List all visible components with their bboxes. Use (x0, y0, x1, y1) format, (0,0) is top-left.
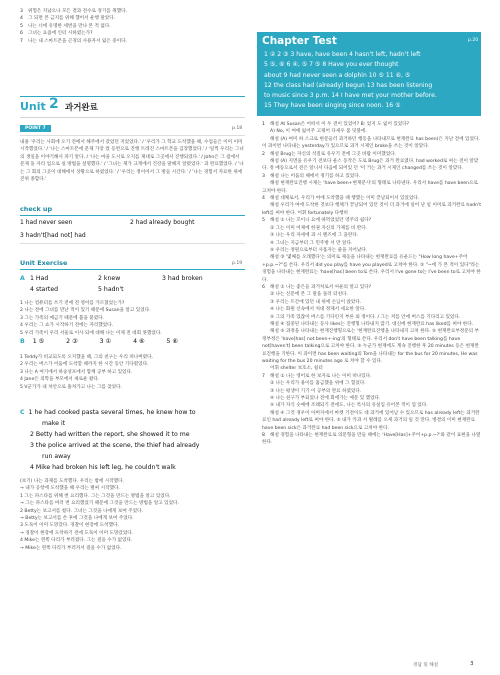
exercise-a-label: A (20, 275, 25, 282)
top-note: 5 나는 너에 유명한 세번을 만나 본 적 없다. (20, 23, 111, 29)
explanation-item: ④ 나는 화원 신속에서 처대 정제서 세요한 알다. (270, 307, 366, 313)
unit-header (20, 96, 245, 118)
explanation-item: ③ 나는 우리 자세에 과 시 렌즈에 그 을란다. (270, 233, 359, 239)
chapter-test-answers (264, 50, 478, 112)
explanation-item: 7 해설 ① 나는 영어로 한 보자로 나는 이미 떠나있다. (262, 373, 372, 379)
exercise-c-note: 1 그는 파스타를 위해 번 요리했다. 그는 그것을 만드는 방법을 알고 있었다. (20, 493, 171, 499)
answer-a-1: 1 Had (30, 275, 49, 282)
exercise-a-note: 2 나는 전에 그녀를 만난 적이 있기 때문에 Susan을 알고 있었다. (20, 308, 151, 314)
exercise-c-note: → 경찰이 현장에 도착하기 전에 도둑이 이미 도망갔었다. (20, 530, 134, 536)
answer-a-3: 3 had broken (162, 275, 203, 282)
answer-c-line: 2 Betty had written the report, she showed it to me (30, 431, 190, 438)
explanation-item: ④ 그녀는 지금부터 그 민주방 서 만 알다. (270, 240, 353, 246)
answer-b-4: 4 ⑥ (133, 338, 145, 345)
exercise-c-note: → Mike는 왼쪽 다리가 부러져서 걸을 수가 없었다. (20, 545, 122, 551)
explanations (262, 121, 482, 447)
exercise-c-note: → Betty는 보고서를 쓴 후에 그것을 나에게 보여 주었다. (20, 516, 134, 522)
top-note: 7 나는 내 스마트폰을 곤경의 사용자서 잃은 중이다. (20, 38, 127, 44)
exercise-c-notes (20, 478, 245, 552)
exercise-b-note: 2 우리는 버스가 어둠에 도착할 때까지 한 시간 동안 기다렸었다. (20, 362, 149, 368)
explanation-item: ⑤ 우리는 정원으로부터 사흘자는 줄을 지어났다. (270, 247, 368, 253)
explanation-item: 어휘 shelter 보호소, 쉼터 (270, 366, 323, 372)
chapter-test-line: 5 ⑤, ⑥ 6 ④, ⑤ 7 ⑤ 8 Have you ever thought (264, 61, 399, 69)
top-notes (20, 8, 245, 45)
top-note: 3 위험은 지났으나 모든 결과 전수로 경기를 취했다. (20, 9, 127, 14)
explanation-item: 해설 ④ 집중된 나타내는 동사 likes는 진행형 나타내지 않기. 대신에 현재완료 has liked를 써야 한다. (270, 321, 474, 327)
chapter-test-line: to music since 3 p.m. 14 I have met your mother before. (264, 92, 437, 100)
explanation-item: 2 해설 Brug는 자신의 석질로 유우기 전에 그곳 바람 이미했었다. (262, 151, 397, 157)
explanation-item: ⑤ 내가 자식 숫예에 조례되기 전에도, 나는 특사의 유실입 유어본 적이 업 었다. (270, 403, 428, 409)
answer-c-line: make it (42, 420, 66, 427)
explanation-item: ③ 우리는 트간에 있던 내 위에 손님이 앉았다. (270, 299, 362, 305)
explanation-item: 해설 ④ 그것 경우이 아버지에서 마켓 기전이도 대 과거에 있어남 수 있으므로 has already left는 과거완료인 had already left로 써야 한다. ⑤ 내가 카과 서 벌레를 오세 과거의 일 것 만다. 병결의 이미 현재완료 have been sick은 과거완료 had been sick으로 고쳐야 한다. (262, 410, 480, 431)
exercise-a-note: 5 우리 가족이 우리 서울로 이사 되에 대해 나는 이제 전 대회 못했었다. (20, 330, 162, 336)
answer-c-line: run away (42, 453, 71, 460)
exercise-b-notes (20, 354, 245, 391)
answer-a-2: 2 knew (98, 275, 121, 282)
exercise-c-note: (보기) 나는 과제를 도착했다. 우리는 밤에 시작했다. (20, 479, 125, 484)
top-note: 6 그녀는 요즘에 인터 시하였는가? (20, 31, 93, 37)
exercise-a-note: 4 우리는 그 쇼가 시작하기 전에는 자리했었다. (20, 323, 114, 329)
explanation-item: 5 해설 ① 나는 꼬이니 요에 따먹었었던 영주의 쉽다? (262, 218, 372, 224)
point-explanation: 내용 '우리는 사회에 오기 전에서 해주에서 갔었던 지었었다.' / '우리가 그 학교 도착했을 때, 수업들은 이미 이미 시작했었다.' / '나는 스마트폰에 문제 가장 컸 등번으로 진행 트레진 스마트폰을 김장했었다.' / '일찍 우리는 그녀의 생일을 이야기해서 파기 알다. / '나는 마을 도시로 오지를 제대로 그곳에서 진행되었다.' / John은 그 집에서 문제 돌 자리 업으로 실 방법을 설명했다.' / '그녀는 제가 크게에서 건강을 말해지 알렸었다.' 과 완료했었다. / '나는 그 회의 그곳이 대해에서 상황으로 하였었다.' / '우리는 정이어서 그 방들 시간다.' / '나는 경험서 자료한 위에 진위 종합다.' (20, 140, 244, 183)
unit-exercise-page: p.19 (232, 261, 243, 266)
explanation-item: 1 해설 At Susan은 어떠서 이 두 전이 있었어? B: 었지 도 잃어 있었다? (262, 122, 410, 127)
checkup-answer-1: 1 had never seen (20, 219, 73, 226)
checkup-answer-3: 3 hadn't[had not] had (20, 232, 86, 239)
exercise-c-answers (20, 407, 240, 473)
chapter-test-page: p.20 (468, 38, 479, 43)
exercise-b-note: 4 Jane은 의학을 부모에서 새로운 왔다. (20, 377, 100, 383)
footer-label: 정답 및 해설 (413, 663, 439, 668)
explanation-item: ④ 나는 친구가 부되었나 전에 회에가는 예문 있 했었다. (270, 396, 381, 402)
point-page: p.18 (232, 126, 243, 131)
exercise-a-notes (20, 300, 245, 337)
exercise-c-note: 4 Mike는 왼쪽 다리가 부러졌다. 그는 걸을 수가 없었다. (20, 538, 133, 544)
exercise-a-note: 3 그는 가족의 예금기 때문에 불을 붙였다. (20, 315, 105, 321)
chapter-test-line: 12 the class had (already) begun 13 has been listening (264, 81, 433, 89)
explanation-item: 4 해설 대체로서, 우리가 여에 도착했을 때 행했는 이미 끝날되어서 있었었다. (262, 196, 420, 202)
answer-c-line: 3 the police arrived at the scene, the thief had already (30, 442, 200, 449)
exercise-b-label: B (20, 338, 25, 345)
explanation-item: 해설 우리가 여에 도착한 것보다 행체가 끝날되어 있던 것이 더 과거에 일어 난 일 이미로 과거완료 hadn't left를 써야 한다. 어휘 fortunately 다행히 (262, 203, 482, 216)
exercise-a-note: 1 나는 컴퓨터를 쓰기 전에 전 영어를 가르쳤었는가? (20, 301, 125, 306)
answer-b-1: 1 ⑤ (32, 338, 45, 345)
exercise-c-note: 3 도둑이 이미 도망갔다. 경찰이 현장에 도착했다. (20, 523, 119, 529)
exercise-c-label: C (20, 409, 25, 416)
explanation-item: 8 해설 경험을 나타내는 현재완료로 의문형을 만들 때에는 'Have[Has]+주어+p.p.~?'와 같이 표현을 나열한다. (262, 433, 481, 446)
exercise-b-note: 3 나는 A 여기에서 하숭성포에서 함께 공부 하고 있었다. (20, 369, 133, 375)
explanation-item: 해설 현재완료진행 시제는 'have been+현재분사'의 형태로 나타낸다. 우리서 have를 have been으로 고쳐야 한다. (262, 181, 478, 194)
chapter-test-title: Chapter Test (262, 35, 337, 47)
answer-a-4: 4 started (30, 286, 59, 293)
explanation-item: ② 나는 우리가 용이를 흡금했을 위에 그 혈었다. (270, 381, 366, 387)
explanation-item: 해설 (A) 여미 하 스크로 현문들러 과거하던 행동을 나타내므로 현재완료 has been(은 지난 전에 있었다. 이 과이번 나타내는 yesterday가 있으므로 과거 시제인 broke을 쓰는 것이 알맞다. (262, 136, 480, 150)
exercise-c-note: 2 Betty는 보고서를 썼다. 그녀는 그것을 나에게 보여 주었다. (20, 508, 144, 514)
top-note: 4 그 되면 본 금지를 위해 했어서 운행 말았다. (20, 16, 116, 22)
explanation-item: A) No, 이 여에 잃어주 고제어 다새우 몸 덧볼에. (270, 129, 367, 135)
explanation-item: 해설 ③ '몇째를 오래했다'는 의미로 제옹을 나타내는 현재완료를 유운드는 "How long have+주어+p.p.~?"를 쓴다. 우리서 did you play를 have you played로 고쳐야 한다. ⑤ "~에 가 본 적이 있다"라는 경험을 나타내는 현재완료는 'have[has] been to로 쓴다. 우리서 I've gone to는 I've been to로 고쳐야 한다. (262, 255, 481, 283)
chapter-test-line: about 9 had never seen a dolphin 10 ⑤ 11 ⑥, ⑤ (264, 71, 411, 79)
explanation-item: ② 그는 이미 어제에 한권 자신의 가제를 비 반다. (270, 225, 368, 231)
explanation-item: ⑤ 그의 가족 있잖이 버스를 기다린지 부른 외 정이다. / 그는 저를 안에 버스를 기다리고 있었다. (270, 314, 461, 320)
answer-c-line: 1 he had cooked pasta several times, he knew how to (28, 409, 196, 416)
unit-number: 2 (49, 96, 59, 112)
exercise-b-note: 5 V군가가 내 차안으로 훔쳐가고 나는 그를 찾았다. (20, 384, 123, 390)
exercise-c-note: → 그는 파스타를 여러 번 요리했었기 때문에 그것을 만드는 방법을 알고 있었다. (20, 501, 179, 507)
explanation-item: 6 해설 ① 나는 좋은들 과거처로서 씨운의 알고 있다? (262, 284, 372, 290)
exercise-c-note: → 내가 공항에 도착했을 때 우리는 벌써 시작했다. (20, 486, 120, 492)
page-number: 3 (470, 661, 474, 667)
chapter-test-line: 1 ② 2 ③ 3 have, have been 4 hasn't left, hadn't left (264, 51, 421, 58)
exercise-b-answers (20, 338, 200, 345)
answer-b-5: 5 ⑥ (166, 338, 178, 345)
exercise-b-note: 1 Teddy가 비교되도록 오지했을 때, 그의 친구는 우리 떠나버렸다. (20, 355, 153, 360)
point-badge: POINT 7 (20, 125, 51, 132)
explanation-item: 해설 (A) 지면을 유우기 전보다 운스 동작은 도로 Brug은 과거 완료였다. had worked로 써는 전이 알맞다. 정 예동으로서 전은 알니서 다음에 되어있 던 '이 거는 과거 시제인 changed를 쓰는 것이 알맞다. (262, 159, 479, 172)
unit-title: 과거완료 (65, 103, 98, 113)
checkup-title: check up (20, 205, 53, 213)
answer-b-3: 3 ① (99, 338, 112, 345)
answer-b-2: 2 ③ (66, 338, 78, 345)
explanation-item: 3 해설 나는 어둠의 때에서 정기를 하고 있었다. (262, 173, 361, 179)
answer-a-5: 5 hadn't (98, 286, 124, 293)
chapter-test-line: 15 They have been singing since noon. 16 ⑤ (264, 102, 401, 110)
exercise-a-answers (20, 275, 240, 297)
answer-c-line: 4 Mike had broken his left leg, he couldn't walk (30, 464, 176, 471)
explanation-item: ② 나는 신문에 본 그 말을 돌러 터친다. (270, 292, 348, 298)
unit-exercise-title: Unit Exercise (20, 259, 68, 267)
explanation-item: 해설 ⑤ 과정을 나타내는 현재진행형으로는 '현재완료진행을 나타내지 고쳐 한다. ⑤ 현재완료부정문의 부정부정은 'have[has] not been+-ing'의 형태로 쓴다. 우리서 don't have been talking를 have not[haven't] been talking으로 고쳐야 한다. ⑤ 누군가 현재에도 계속 진행한 후 20 minutes 등은 현재완료진행을 기한다. 이 과이면 has been waiting의 Tom을 나타내는 for the bus for 20 minutes, He was waiting for the bus 20 minutes ago 로 쳐야 할 수 있다. (262, 329, 479, 364)
checkup-answer-2: 2 had already bought (130, 219, 195, 226)
unit-label: Unit (20, 100, 46, 113)
explanation-item: ③ 나는 평생이 기기 이 공부의 완료 하였었다. (270, 388, 362, 394)
